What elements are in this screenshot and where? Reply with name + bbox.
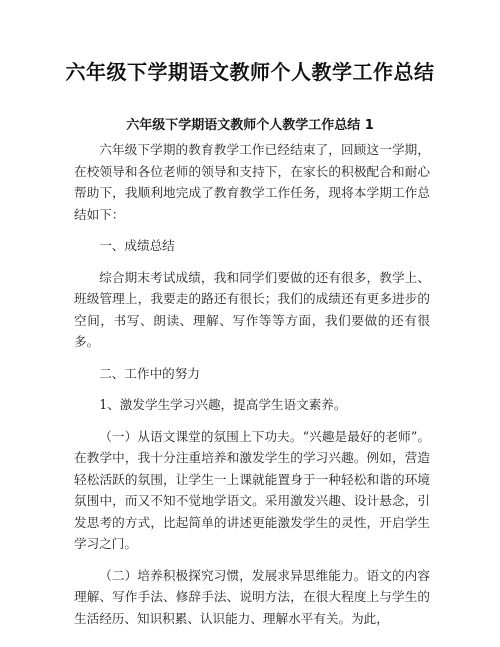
document-body [74,139,430,639]
section-heading: 六年级下学期语文教师个人教学工作总结 1 [126,118,374,133]
paragraph-classroom-atmosphere: （一）从语文课堂的氛围上下功夫。“兴趣是最好的老师”。在教学中，我十分注重培养和激发学生的学习兴趣。例如，营造轻松活跃的氛围，让学生一上课就能置身于一种轻松和谐的环境氛围中，而又不知不觉地学语文。采用激发兴趣、设计悬念，引发思考的方式，比起简单的讲述更能激发学生的灵性，开启学生学习之门。 [74,428,430,551]
paragraph-intro: 六年级下学期的教育教学工作已经结束了，回顾这一学期，在校领导和各位老师的领导和支持下，在家长的积极配合和耐心帮助下，我顺利地完成了教育教学工作任务，现将本学期工作总结如下： [74,142,430,222]
paragraph-achievements: 综合期末考试成绩，我和同学们要做的还有很多，教学上、班级管理上，我要走的路还有很长；我们的成绩还有更多进步的空间，书写、朗读、理解、写作等等方面，我们要做的还有很多。 [74,269,430,349]
document-title: 六年级下学期语文教师个人教学工作总结 [65,60,435,84]
subheading-interest: 1、激发学生学习兴趣，提高学生语文素养。 [99,397,347,412]
heading-efforts: 二、工作中的努力 [99,365,200,381]
paragraph-inquiry-habits: （二）培养积极探究习惯，发展求异思维能力。语文的内容理解、写作手法、修辞手法、说明方法，在很大程度上与学生的生活经历、知识积累、认识能力、理解水平有关。为此， [74,567,430,626]
heading-achievements: 一、成绩总结 [99,238,175,253]
